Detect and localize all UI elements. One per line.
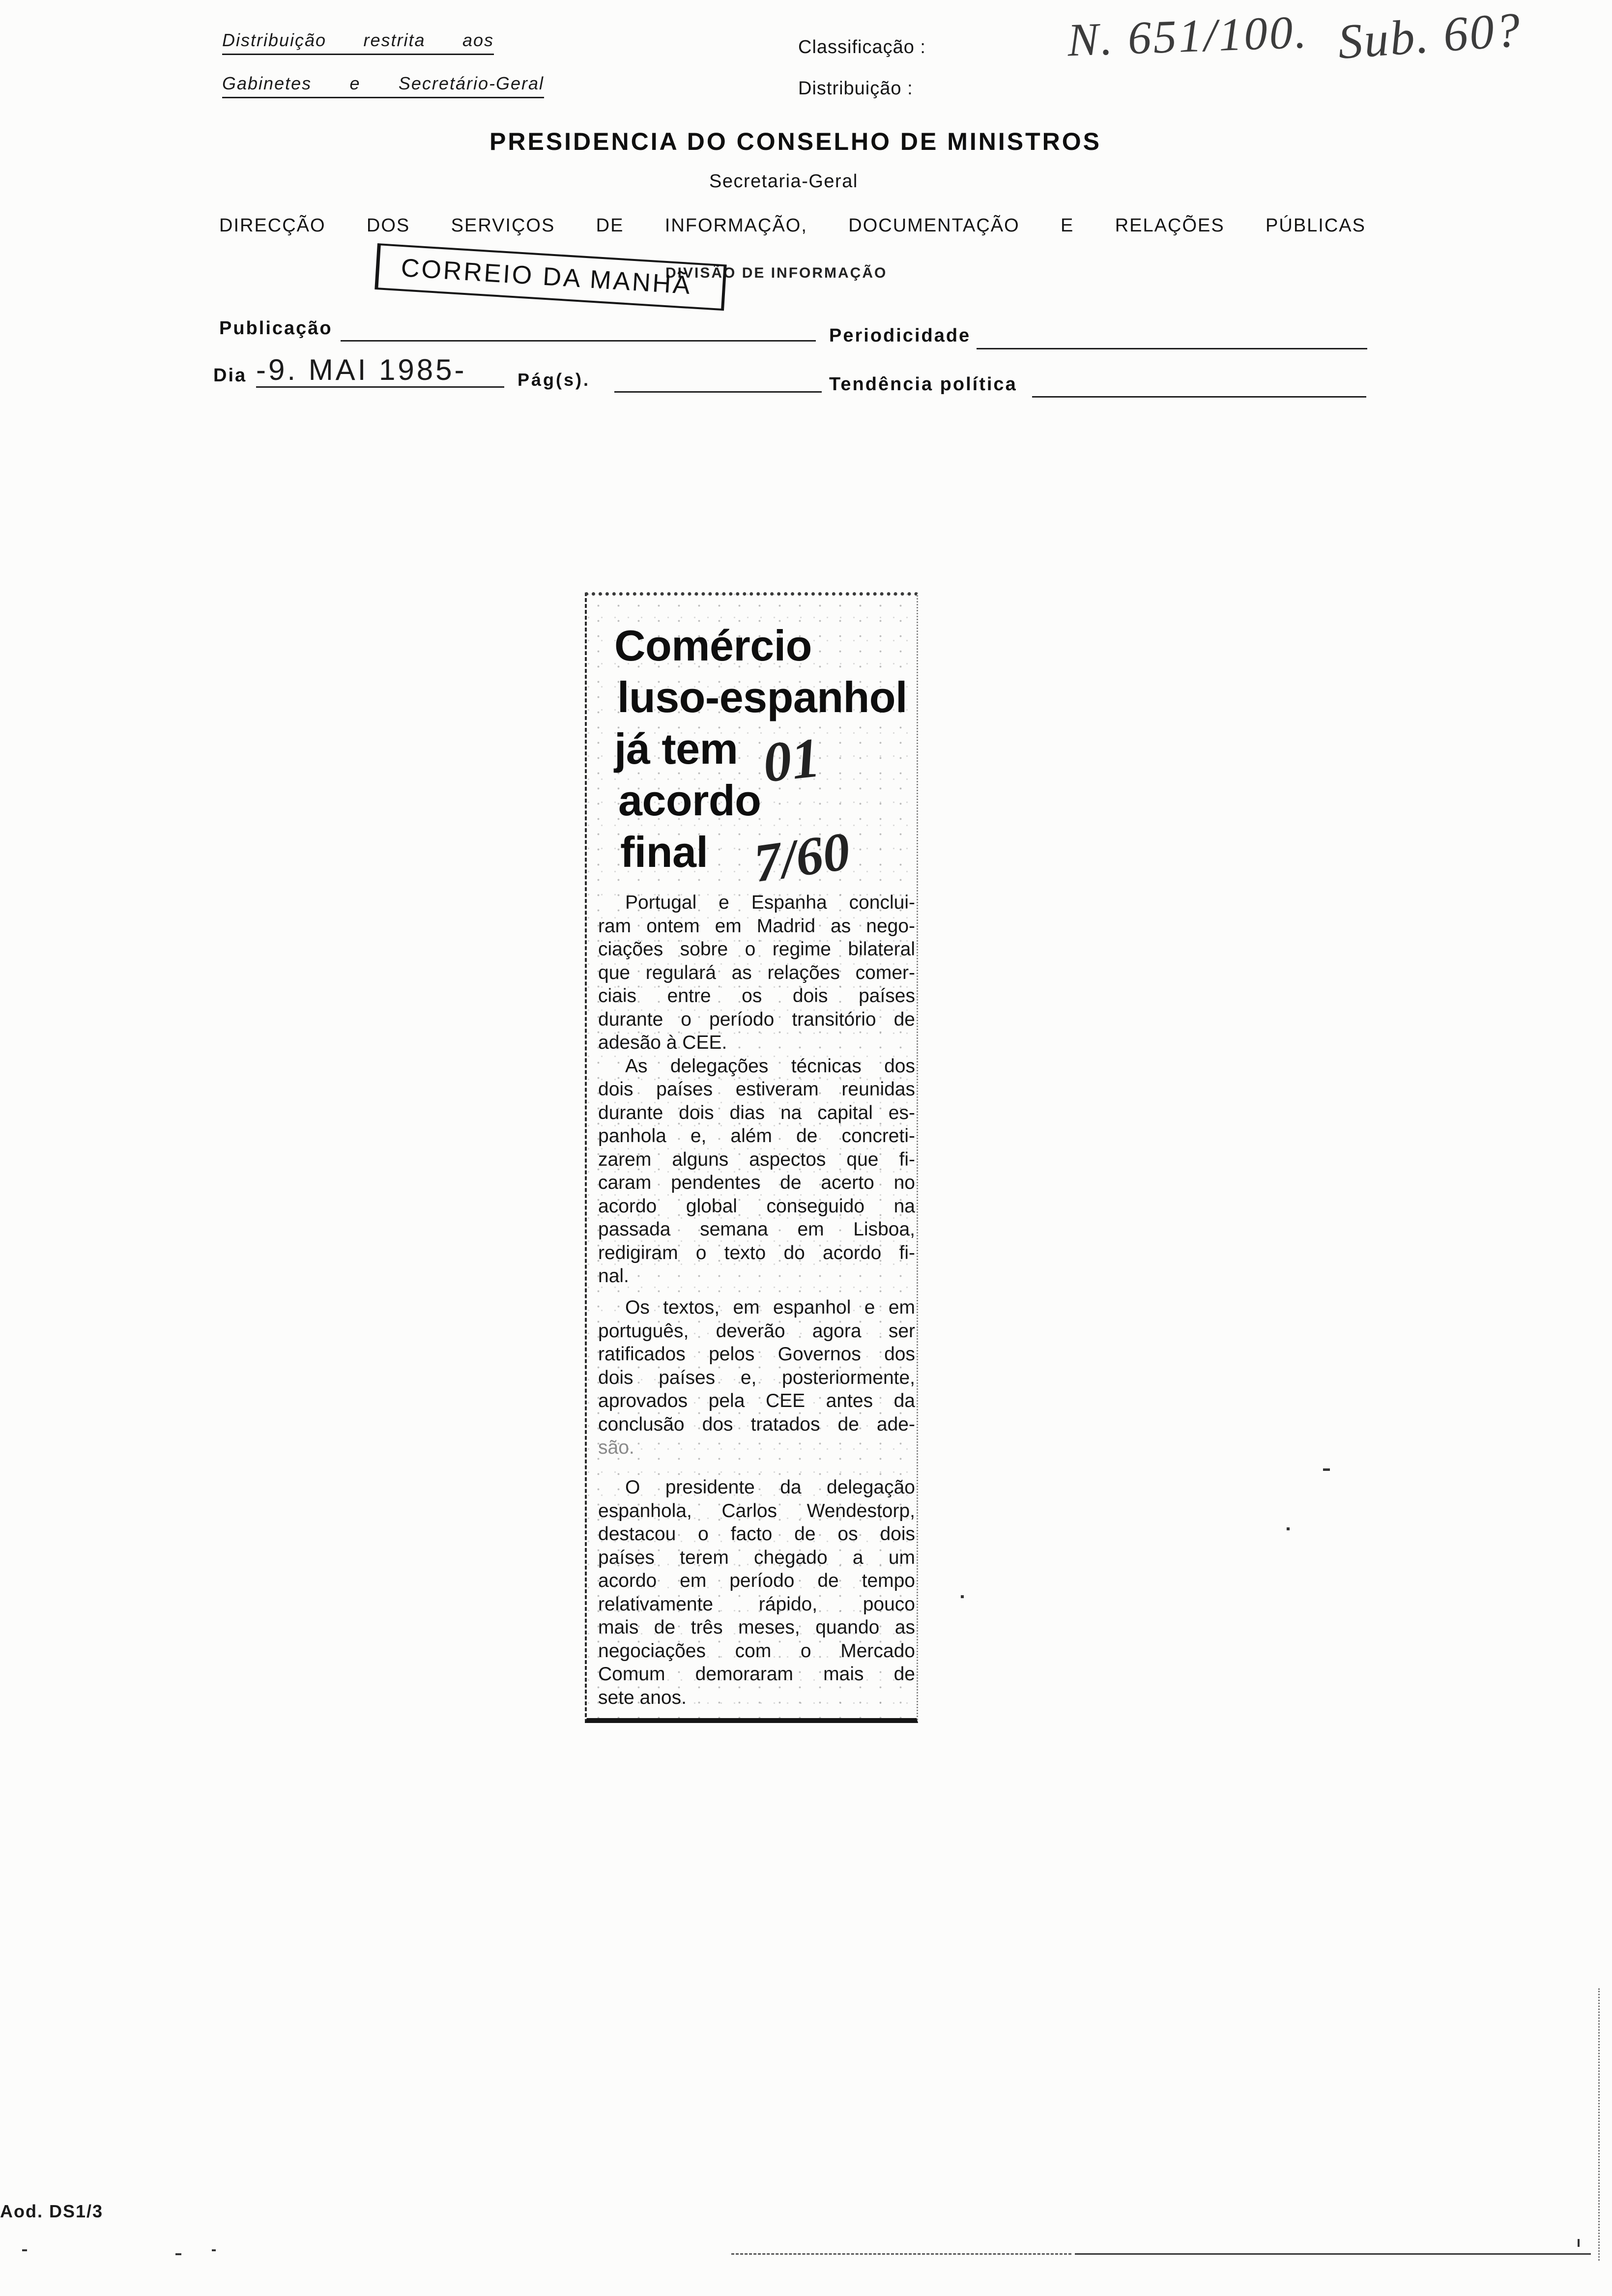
body-line: passada semana em Lisboa, [598, 1219, 915, 1240]
body-line: relativamente rápido, pouco [598, 1593, 915, 1615]
day-label: Dia [213, 365, 247, 386]
publication-label: Publicação [219, 318, 333, 339]
date-stamp: -9. MAI 1985- [256, 353, 467, 386]
scan-speck [22, 2249, 27, 2251]
body-line: dois países estiveram reunidas [598, 1079, 915, 1100]
scan-edge-mark [1598, 1988, 1600, 2261]
pages-label: Pág(s). [518, 370, 591, 390]
body-line: panhola e, além de concreti- [598, 1125, 915, 1147]
distribution-recipients-line: Gabinetes e Secretário-Geral [222, 73, 544, 98]
handwritten-mark: 01 [760, 726, 823, 794]
body-line: durante o período transitório de [598, 1008, 915, 1030]
body-line: ciações sobre o regime bilateral [598, 939, 915, 960]
newspaper-stamp [374, 243, 726, 311]
body-line: são. [598, 1437, 634, 1458]
body-line: zarem alguns aspectos que fi- [598, 1148, 915, 1170]
article-paragraph [598, 1055, 915, 1288]
periodicity-label: Periodicidade [829, 325, 971, 346]
body-line: sete anos. [598, 1687, 687, 1708]
scan-speck [175, 2253, 181, 2255]
body-line: aprovados pela CEE antes da [598, 1390, 915, 1411]
headline-line: Comércio [614, 621, 812, 670]
body-line: redigiram o texto do acordo fi- [598, 1242, 915, 1263]
handwritten-reference: N. 651/100. [1066, 5, 1309, 66]
newspaper-clipping [585, 592, 918, 1723]
body-line: que regulará as relações comer- [598, 962, 915, 983]
body-line: espanhola, Carlos Wendestorp, [598, 1500, 915, 1521]
scan-speck [1323, 1468, 1330, 1471]
body-line: Portugal e Espanha conclui- [625, 892, 915, 913]
division-heading: DIVISÃO DE INFORMAÇÃO [665, 265, 888, 281]
scan-speck [961, 1595, 964, 1598]
newspaper-stamp-text: CORREIO DA MANHÃ [400, 254, 693, 300]
scan-speck [1578, 2239, 1580, 2247]
political-tendency-label: Tendência política [829, 374, 1017, 395]
article-paragraph [598, 1476, 915, 1709]
handwritten-sub-reference: Sub. 60? [1336, 2, 1524, 69]
article-paragraph [598, 891, 915, 1055]
directorate-heading: DIRECÇÃO DOS SERVIÇOS DE INFORMAÇÃO, DOCUMENTAÇÃO E RELAÇÕES PÚBLICAS [219, 215, 1366, 236]
headline-line: já tem [614, 724, 738, 773]
body-line: destacou o facto de os dois [598, 1523, 915, 1545]
pages-field-line [614, 391, 822, 393]
handwritten-mark: 7/60 [750, 820, 854, 894]
body-line: caram pendentes de acerto no [598, 1172, 915, 1193]
body-line: mais de três meses, quando as [598, 1617, 915, 1638]
body-line: ram ontem em Madrid as nego- [598, 915, 915, 937]
body-line: conclusão dos tratados de ade- [598, 1413, 915, 1435]
body-line: adesão à CEE. [598, 1032, 727, 1053]
publication-field-line [341, 340, 816, 342]
classification-label: Classificação : [798, 37, 926, 57]
article-paragraph [598, 1296, 915, 1460]
scan-speck [1287, 1527, 1290, 1530]
body-line: Comum demoraram mais de [598, 1664, 915, 1685]
body-line: ciais entre os dois países [598, 985, 915, 1006]
form-code: Aod. DS1/3 [0, 2201, 104, 2221]
body-line: dois países e, posteriormente, [598, 1367, 915, 1388]
body-line: Os textos, em espanhol e em [625, 1297, 915, 1318]
page-subtitle: Secretaria-Geral [709, 171, 858, 192]
political-tendency-field-line [1032, 396, 1366, 398]
body-line: acordo global conseguido na [598, 1195, 915, 1217]
footer-rule [1075, 2253, 1591, 2255]
body-line: países terem chegado a um [598, 1547, 915, 1568]
distribution-restriction-line: Distribuição restrita aos [222, 29, 494, 55]
body-line: As delegações técnicas dos [625, 1055, 915, 1077]
headline-line: luso-espanhol [617, 673, 907, 721]
body-line: ratificados pelos Governos dos [598, 1344, 915, 1365]
body-line: nal. [598, 1265, 629, 1287]
body-line: português, deverão agora ser [598, 1320, 915, 1342]
body-line: acordo em período de tempo [598, 1570, 915, 1591]
page-title: PRESIDENCIA DO CONSELHO DE MINISTROS [489, 128, 1102, 155]
scan-speck [212, 2249, 216, 2251]
body-line: negociações com o Mercado [598, 1640, 915, 1662]
headline-line: acordo [618, 776, 761, 825]
periodicity-field-line [977, 348, 1367, 349]
footer-dashed-rule [731, 2253, 1071, 2255]
distribution-label: Distribuição : [798, 78, 913, 99]
headline-line: final [620, 828, 708, 876]
body-line: durante dois dias na capital es- [598, 1102, 915, 1123]
body-line: O presidente da delegação [625, 1477, 915, 1498]
day-field-line [256, 386, 504, 388]
